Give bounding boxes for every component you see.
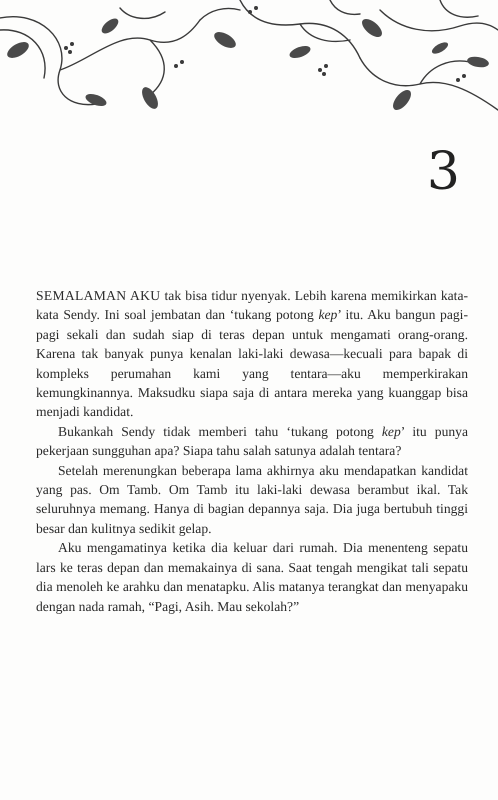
chapter-body bbox=[36, 286, 468, 616]
paragraph-1 bbox=[36, 286, 468, 422]
paragraph-text: Setelah merenungkan beberapa lama akhirnya aku mendapatkan kandidat yang pas. Om Tamb. Om Tamb itu laki-laki dewasa berambut ikal. Tak seluruhnya memang. Hanya di bagian depannya saja. Dia juga bertubuh tinggi besar dan kulitnya sedikit gelap. bbox=[36, 462, 468, 536]
italic-word: kep bbox=[318, 307, 338, 323]
italic-word: kep bbox=[381, 423, 401, 439]
paragraph-2 bbox=[36, 422, 468, 461]
paragraph-text: ’ itu. Aku bangun pagi-pagi sekali dan sudah siap di teras depan untuk mengamati orang-orang. Karena tak banyak punya kenalan laki-laki dewasa—kecuali para bapak di kompleks perumahan kami yang tentara—aku memperkirakan kemungkinannya. Maksudku siapa saja di antara mereka yang kuanggap bisa menjadi kandidat. bbox=[36, 307, 468, 420]
paragraph-text: tak bisa tidur nyenyak. Lebih karena memikirkan kata-kata Sendy. Ini soal jembatan dan ‘tukang potong bbox=[36, 288, 469, 323]
paragraph-3 bbox=[36, 461, 468, 539]
paragraph-text: Bukankah Sendy tidak memberi tahu ‘tukang potong bbox=[58, 423, 382, 439]
paragraph-lead-caps: SEMALAMAN AKU bbox=[36, 288, 161, 303]
chapter-number: 3 bbox=[426, 142, 460, 202]
paragraph-text: ’ itu punya pekerjaan sungguhan apa? Siapa tahu salah satunya adalah tentara? bbox=[36, 423, 469, 459]
vine-ornament-icon bbox=[0, 0, 498, 130]
paragraph-text: Aku mengamatinya ketika dia keluar dari rumah. Dia menenteng sepatu lars ke teras depan dan memakainya di sana. Saat tengah mengikat tali sepatu dia menoleh ke arahku dan menatapku. Alis matanya terangkat dan menyapaku dengan nada ramah, “Pagi, Asih. Mau sekolah?” bbox=[36, 540, 468, 614]
paragraph-4 bbox=[36, 538, 468, 616]
